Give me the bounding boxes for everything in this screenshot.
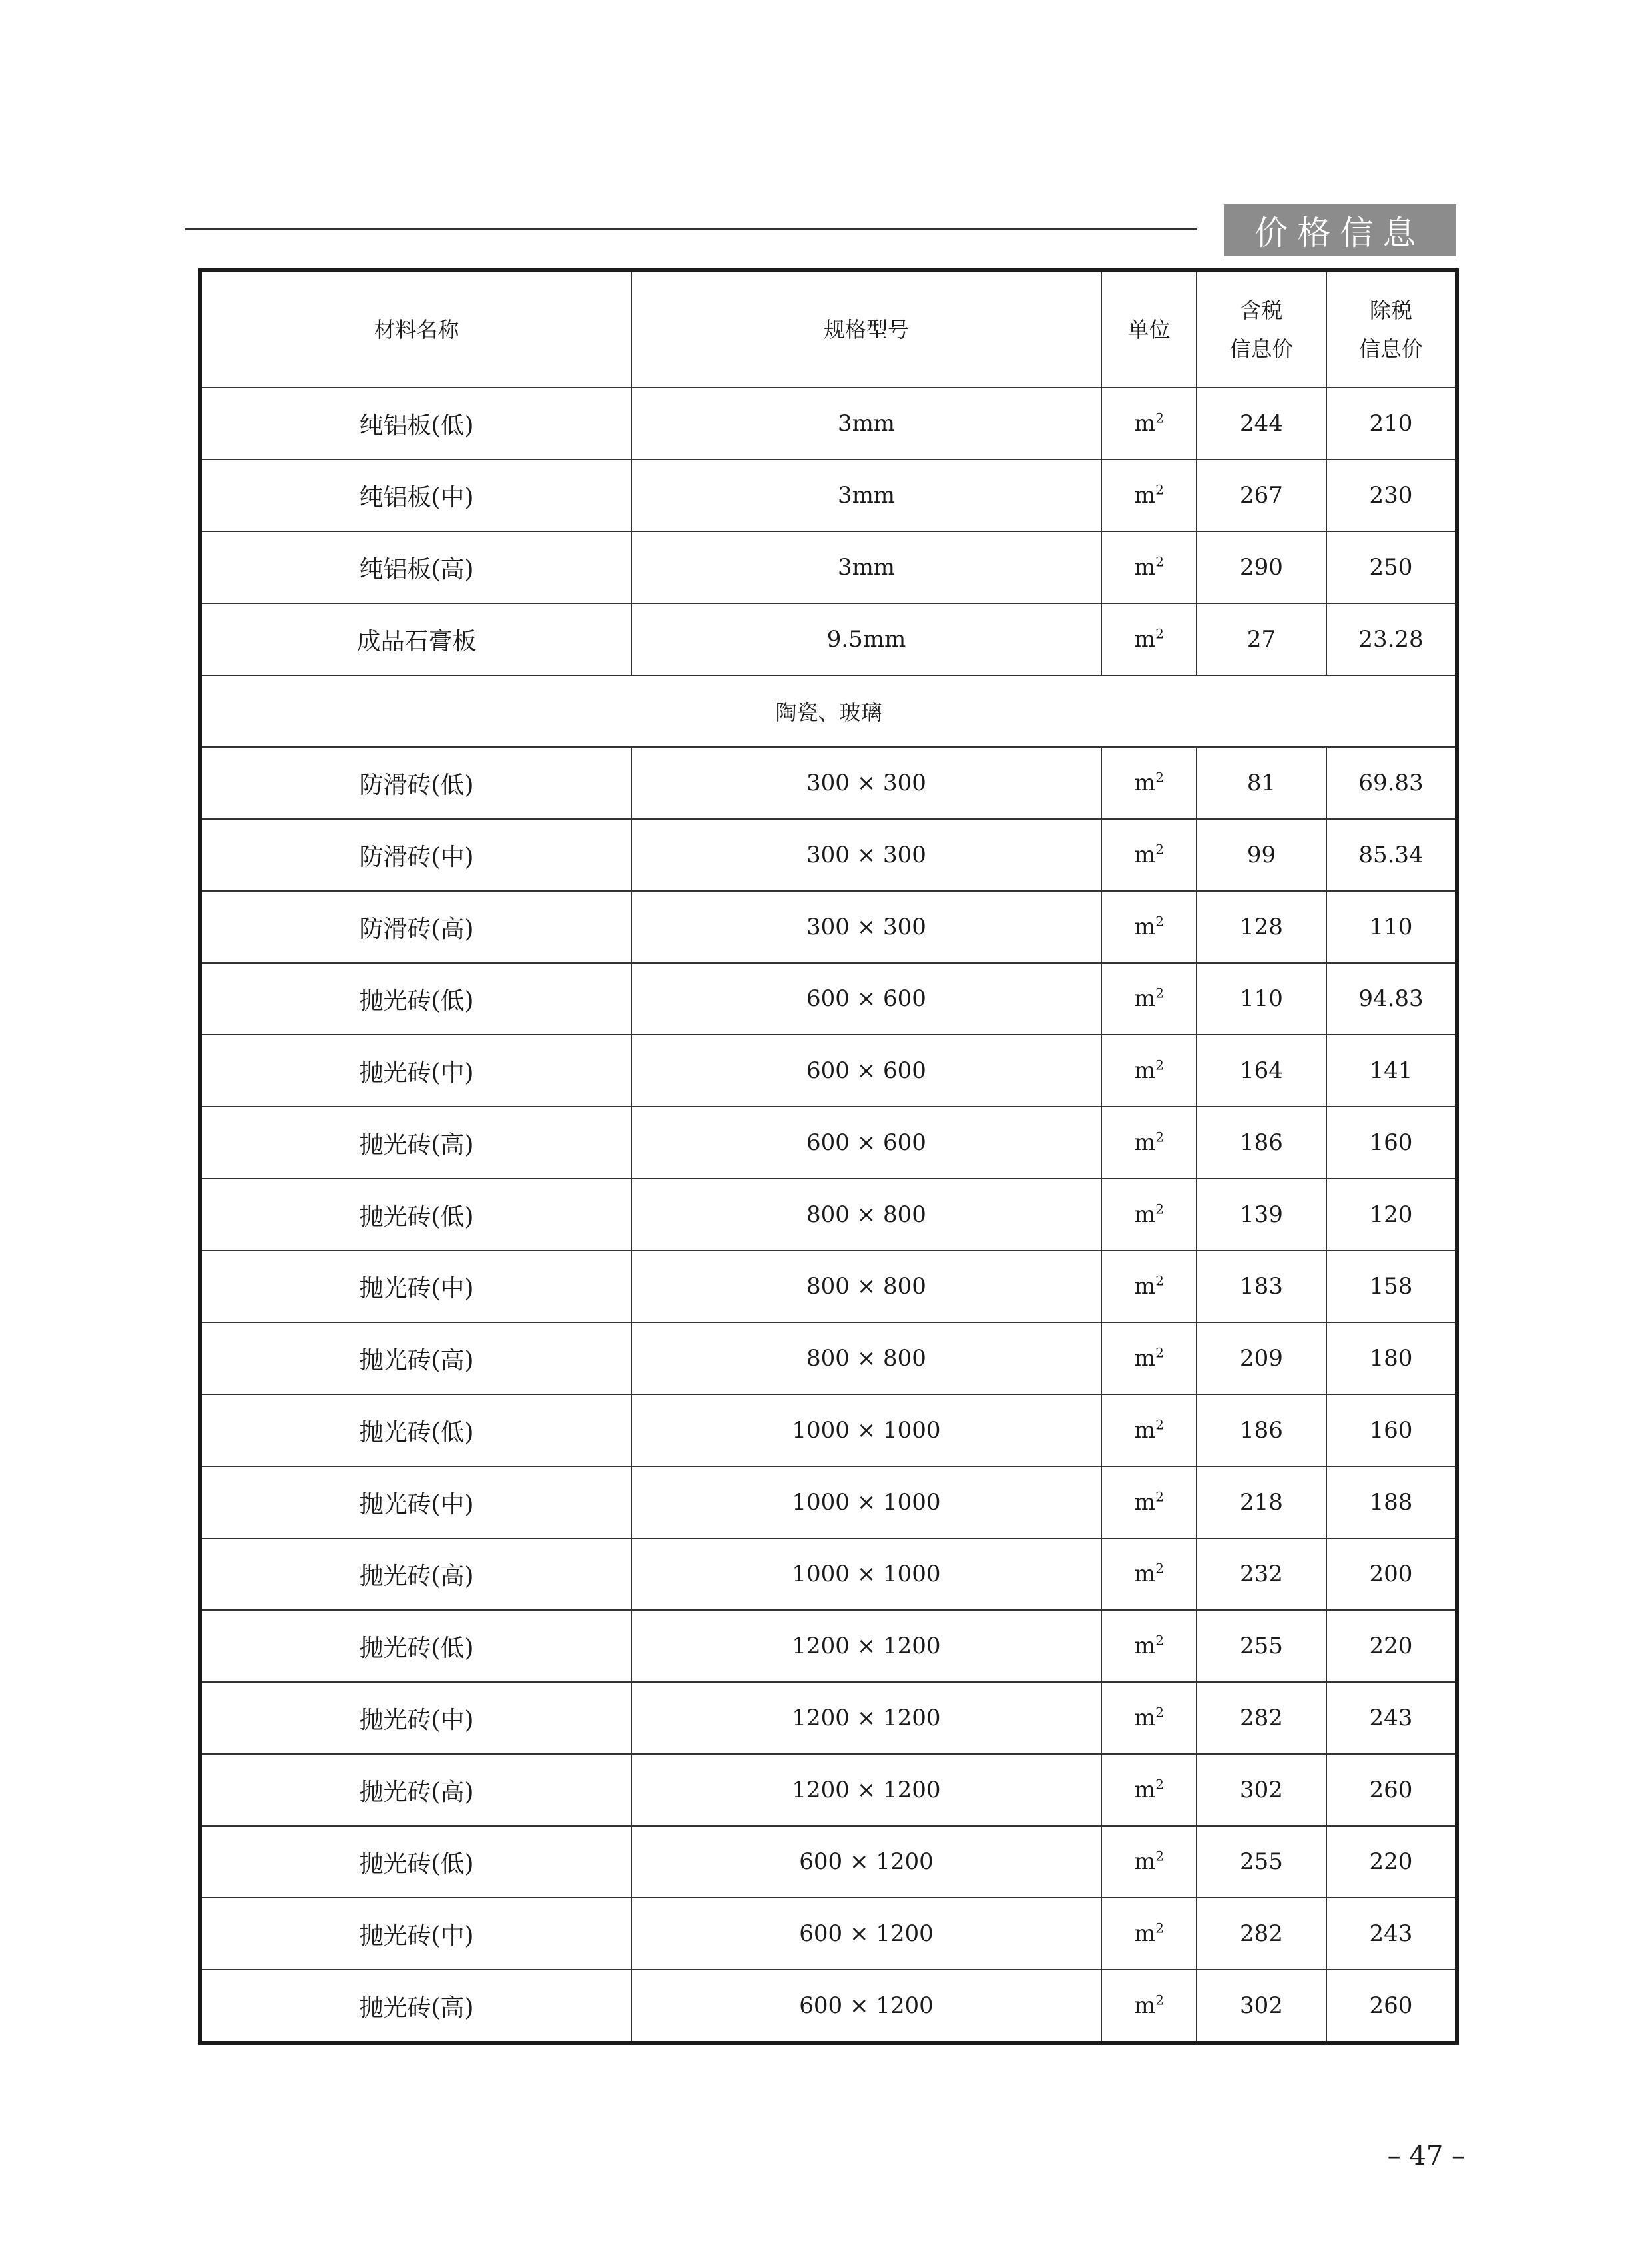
cell-material-name: 抛光砖(低) [200, 1610, 631, 1682]
table-row [200, 1970, 1457, 2043]
table-row [200, 1538, 1457, 1610]
header-tax-exclusive-price [1326, 270, 1457, 388]
cell-tax-inclusive: 218 [1197, 1466, 1326, 1538]
unit-symbol: m [1134, 986, 1156, 1012]
cell-tax-inclusive: 186 [1197, 1107, 1326, 1179]
cell-unit [1101, 1682, 1197, 1754]
cell-tax-inclusive: 282 [1197, 1682, 1326, 1754]
cell-unit [1101, 1107, 1197, 1179]
cell-unit [1101, 1610, 1197, 1682]
cell-tax-inclusive: 27 [1197, 603, 1326, 675]
table-row [200, 891, 1457, 963]
unit-exponent: 2 [1155, 410, 1164, 426]
cell-spec: 1000 × 1000 [631, 1538, 1101, 1610]
unit-exponent: 2 [1155, 1488, 1164, 1505]
cell-spec: 600 × 600 [631, 1107, 1101, 1179]
cell-tax-inclusive: 99 [1197, 819, 1326, 891]
unit-exponent: 2 [1155, 481, 1164, 498]
cell-spec: 1200 × 1200 [631, 1610, 1101, 1682]
unit-symbol: m [1134, 554, 1156, 581]
section-tab: 价格信息 [1224, 204, 1456, 256]
cell-unit [1101, 1898, 1197, 1970]
table-row [200, 1466, 1457, 1538]
cell-tax-exclusive: 23.28 [1326, 603, 1457, 675]
header-spec-model: 规格型号 [631, 270, 1101, 388]
table-row [200, 1251, 1457, 1322]
unit-exponent: 2 [1155, 841, 1164, 858]
cell-material-name: 抛光砖(高) [200, 1107, 631, 1179]
unit-exponent: 2 [1155, 1129, 1164, 1145]
cell-material-name: 抛光砖(高) [200, 1754, 631, 1826]
cell-unit [1101, 1394, 1197, 1466]
cell-tax-exclusive: 158 [1326, 1251, 1457, 1322]
header-tax-inclusive-line1: 含税 [1240, 298, 1283, 323]
cell-tax-inclusive: 186 [1197, 1394, 1326, 1466]
cell-tax-inclusive: 110 [1197, 963, 1326, 1035]
cell-material-name: 抛光砖(中) [200, 1466, 631, 1538]
table-row [200, 1179, 1457, 1251]
cell-spec: 600 × 1200 [631, 1970, 1101, 2043]
section-title: 陶瓷、玻璃 [200, 675, 1457, 747]
table-row [200, 1107, 1457, 1179]
unit-symbol: m [1134, 1345, 1156, 1372]
cell-material-name: 纯铝板(低) [200, 388, 631, 459]
table-row [200, 531, 1457, 603]
cell-spec: 3mm [631, 531, 1101, 603]
cell-tax-inclusive: 244 [1197, 388, 1326, 459]
table-row [200, 963, 1457, 1035]
cell-spec: 1200 × 1200 [631, 1754, 1101, 1826]
table-row [200, 603, 1457, 675]
cell-tax-exclusive: 243 [1326, 1682, 1457, 1754]
unit-symbol: m [1134, 1201, 1156, 1228]
header-tax-inclusive-line2: 信息价 [1229, 336, 1294, 362]
unit-exponent: 2 [1155, 1201, 1164, 1217]
cell-spec: 300 × 300 [631, 819, 1101, 891]
cell-spec: 800 × 800 [631, 1251, 1101, 1322]
table-row [200, 747, 1457, 819]
table-row [200, 1682, 1457, 1754]
unit-exponent: 2 [1155, 1920, 1164, 1936]
cell-unit [1101, 819, 1197, 891]
cell-spec: 1200 × 1200 [631, 1682, 1101, 1754]
cell-material-name: 抛光砖(中) [200, 1251, 631, 1322]
table-row [200, 1898, 1457, 1970]
cell-tax-inclusive: 164 [1197, 1035, 1326, 1107]
cell-material-name: 抛光砖(中) [200, 1898, 631, 1970]
header-tax-exclusive-line2: 信息价 [1358, 336, 1423, 362]
cell-spec: 600 × 1200 [631, 1898, 1101, 1970]
unit-exponent: 2 [1155, 1992, 1164, 2008]
cell-tax-inclusive: 139 [1197, 1179, 1326, 1251]
cell-spec: 600 × 600 [631, 1035, 1101, 1107]
cell-tax-exclusive: 180 [1326, 1322, 1457, 1394]
unit-symbol: m [1134, 1920, 1156, 1947]
cell-tax-exclusive: 220 [1326, 1610, 1457, 1682]
cell-tax-exclusive: 160 [1326, 1107, 1457, 1179]
unit-symbol: m [1134, 1633, 1156, 1659]
cell-unit [1101, 963, 1197, 1035]
unit-symbol: m [1134, 770, 1156, 796]
cell-tax-exclusive: 210 [1326, 388, 1457, 459]
unit-exponent: 2 [1155, 553, 1164, 570]
page-number: – 47 – [1387, 2141, 1465, 2171]
cell-tax-exclusive: 220 [1326, 1826, 1457, 1898]
cell-material-name: 纯铝板(中) [200, 459, 631, 531]
cell-material-name: 防滑砖(低) [200, 747, 631, 819]
cell-tax-exclusive: 110 [1326, 891, 1457, 963]
table-row [200, 1035, 1457, 1107]
unit-exponent: 2 [1155, 1776, 1164, 1793]
cell-material-name: 抛光砖(高) [200, 1322, 631, 1394]
unit-exponent: 2 [1155, 1632, 1164, 1649]
cell-tax-exclusive: 243 [1326, 1898, 1457, 1970]
cell-spec: 600 × 1200 [631, 1826, 1101, 1898]
header-tax-exclusive-line1: 除税 [1369, 298, 1412, 323]
cell-unit [1101, 1754, 1197, 1826]
unit-exponent: 2 [1155, 1848, 1164, 1864]
cell-tax-exclusive: 250 [1326, 531, 1457, 603]
cell-tax-exclusive: 200 [1326, 1538, 1457, 1610]
cell-spec: 800 × 800 [631, 1179, 1101, 1251]
header-material-name: 材料名称 [200, 270, 631, 388]
cell-tax-exclusive: 94.83 [1326, 963, 1457, 1035]
cell-tax-exclusive: 260 [1326, 1754, 1457, 1826]
cell-tax-inclusive: 302 [1197, 1754, 1326, 1826]
cell-material-name: 抛光砖(中) [200, 1682, 631, 1754]
cell-unit [1101, 1322, 1197, 1394]
table-row [200, 1610, 1457, 1682]
cell-tax-inclusive: 81 [1197, 747, 1326, 819]
table-row [200, 459, 1457, 531]
cell-spec: 1000 × 1000 [631, 1394, 1101, 1466]
cell-unit [1101, 1970, 1197, 2043]
cell-tax-exclusive: 260 [1326, 1970, 1457, 2043]
unit-symbol: m [1134, 1273, 1156, 1300]
unit-symbol: m [1134, 1129, 1156, 1156]
cell-unit [1101, 459, 1197, 531]
unit-symbol: m [1134, 626, 1156, 653]
table-row [200, 819, 1457, 891]
unit-symbol: m [1134, 1777, 1156, 1803]
unit-exponent: 2 [1155, 985, 1164, 1001]
table-row [200, 388, 1457, 459]
cell-unit [1101, 1826, 1197, 1898]
unit-symbol: m [1134, 842, 1156, 868]
unit-exponent: 2 [1155, 769, 1164, 786]
unit-symbol: m [1134, 1489, 1156, 1516]
unit-symbol: m [1134, 482, 1156, 509]
unit-symbol: m [1134, 1705, 1156, 1731]
unit-symbol: m [1134, 1848, 1156, 1875]
cell-material-name: 抛光砖(中) [200, 1035, 631, 1107]
cell-unit [1101, 1538, 1197, 1610]
cell-tax-inclusive: 290 [1197, 531, 1326, 603]
cell-unit [1101, 388, 1197, 459]
cell-unit [1101, 1251, 1197, 1322]
cell-unit [1101, 531, 1197, 603]
table-row [200, 1754, 1457, 1826]
cell-material-name: 抛光砖(高) [200, 1970, 631, 2043]
unit-symbol: m [1134, 1561, 1156, 1587]
cell-tax-exclusive: 69.83 [1326, 747, 1457, 819]
cell-material-name: 防滑砖(高) [200, 891, 631, 963]
cell-material-name: 防滑砖(中) [200, 819, 631, 891]
unit-symbol: m [1134, 914, 1156, 940]
unit-exponent: 2 [1155, 1344, 1164, 1361]
header-unit: 单位 [1101, 270, 1197, 388]
cell-spec: 3mm [631, 459, 1101, 531]
unit-exponent: 2 [1155, 1057, 1164, 1073]
cell-tax-inclusive: 255 [1197, 1826, 1326, 1898]
cell-spec: 300 × 300 [631, 747, 1101, 819]
unit-exponent: 2 [1155, 1272, 1164, 1289]
cell-tax-inclusive: 255 [1197, 1610, 1326, 1682]
cell-tax-exclusive: 188 [1326, 1466, 1457, 1538]
table-header-row [200, 270, 1457, 388]
unit-symbol: m [1134, 1417, 1156, 1444]
cell-tax-inclusive: 209 [1197, 1322, 1326, 1394]
cell-spec: 1000 × 1000 [631, 1466, 1101, 1538]
cell-material-name: 抛光砖(低) [200, 1394, 631, 1466]
table-row [200, 1826, 1457, 1898]
section-row [200, 675, 1457, 747]
cell-unit [1101, 1179, 1197, 1251]
cell-spec: 3mm [631, 388, 1101, 459]
cell-tax-exclusive: 230 [1326, 459, 1457, 531]
cell-spec: 300 × 300 [631, 891, 1101, 963]
unit-symbol: m [1134, 410, 1156, 437]
cell-tax-inclusive: 232 [1197, 1538, 1326, 1610]
cell-material-name: 抛光砖(高) [200, 1538, 631, 1610]
unit-symbol: m [1134, 1057, 1156, 1084]
unit-exponent: 2 [1155, 1560, 1164, 1577]
header-rule [185, 228, 1197, 230]
cell-tax-inclusive: 183 [1197, 1251, 1326, 1322]
cell-unit [1101, 747, 1197, 819]
cell-tax-inclusive: 128 [1197, 891, 1326, 963]
unit-exponent: 2 [1155, 625, 1164, 642]
table-row [200, 1394, 1457, 1466]
cell-unit [1101, 1035, 1197, 1107]
cell-tax-inclusive: 267 [1197, 459, 1326, 531]
cell-material-name: 成品石膏板 [200, 603, 631, 675]
unit-exponent: 2 [1155, 1416, 1164, 1433]
cell-unit [1101, 1466, 1197, 1538]
cell-unit [1101, 891, 1197, 963]
unit-exponent: 2 [1155, 1704, 1164, 1721]
cell-material-name: 纯铝板(高) [200, 531, 631, 603]
cell-unit [1101, 603, 1197, 675]
cell-material-name: 抛光砖(低) [200, 1179, 631, 1251]
unit-exponent: 2 [1155, 913, 1164, 930]
cell-material-name: 抛光砖(低) [200, 1826, 631, 1898]
cell-tax-exclusive: 160 [1326, 1394, 1457, 1466]
price-table [198, 268, 1459, 2045]
unit-symbol: m [1134, 1992, 1156, 2019]
cell-tax-exclusive: 85.34 [1326, 819, 1457, 891]
cell-tax-inclusive: 302 [1197, 1970, 1326, 2043]
table-row [200, 1322, 1457, 1394]
cell-tax-inclusive: 282 [1197, 1898, 1326, 1970]
cell-material-name: 抛光砖(低) [200, 963, 631, 1035]
cell-tax-exclusive: 120 [1326, 1179, 1457, 1251]
header-tax-inclusive-price [1197, 270, 1326, 388]
cell-spec: 800 × 800 [631, 1322, 1101, 1394]
cell-spec: 600 × 600 [631, 963, 1101, 1035]
table-body [200, 388, 1457, 2043]
cell-spec: 9.5mm [631, 603, 1101, 675]
cell-tax-exclusive: 141 [1326, 1035, 1457, 1107]
